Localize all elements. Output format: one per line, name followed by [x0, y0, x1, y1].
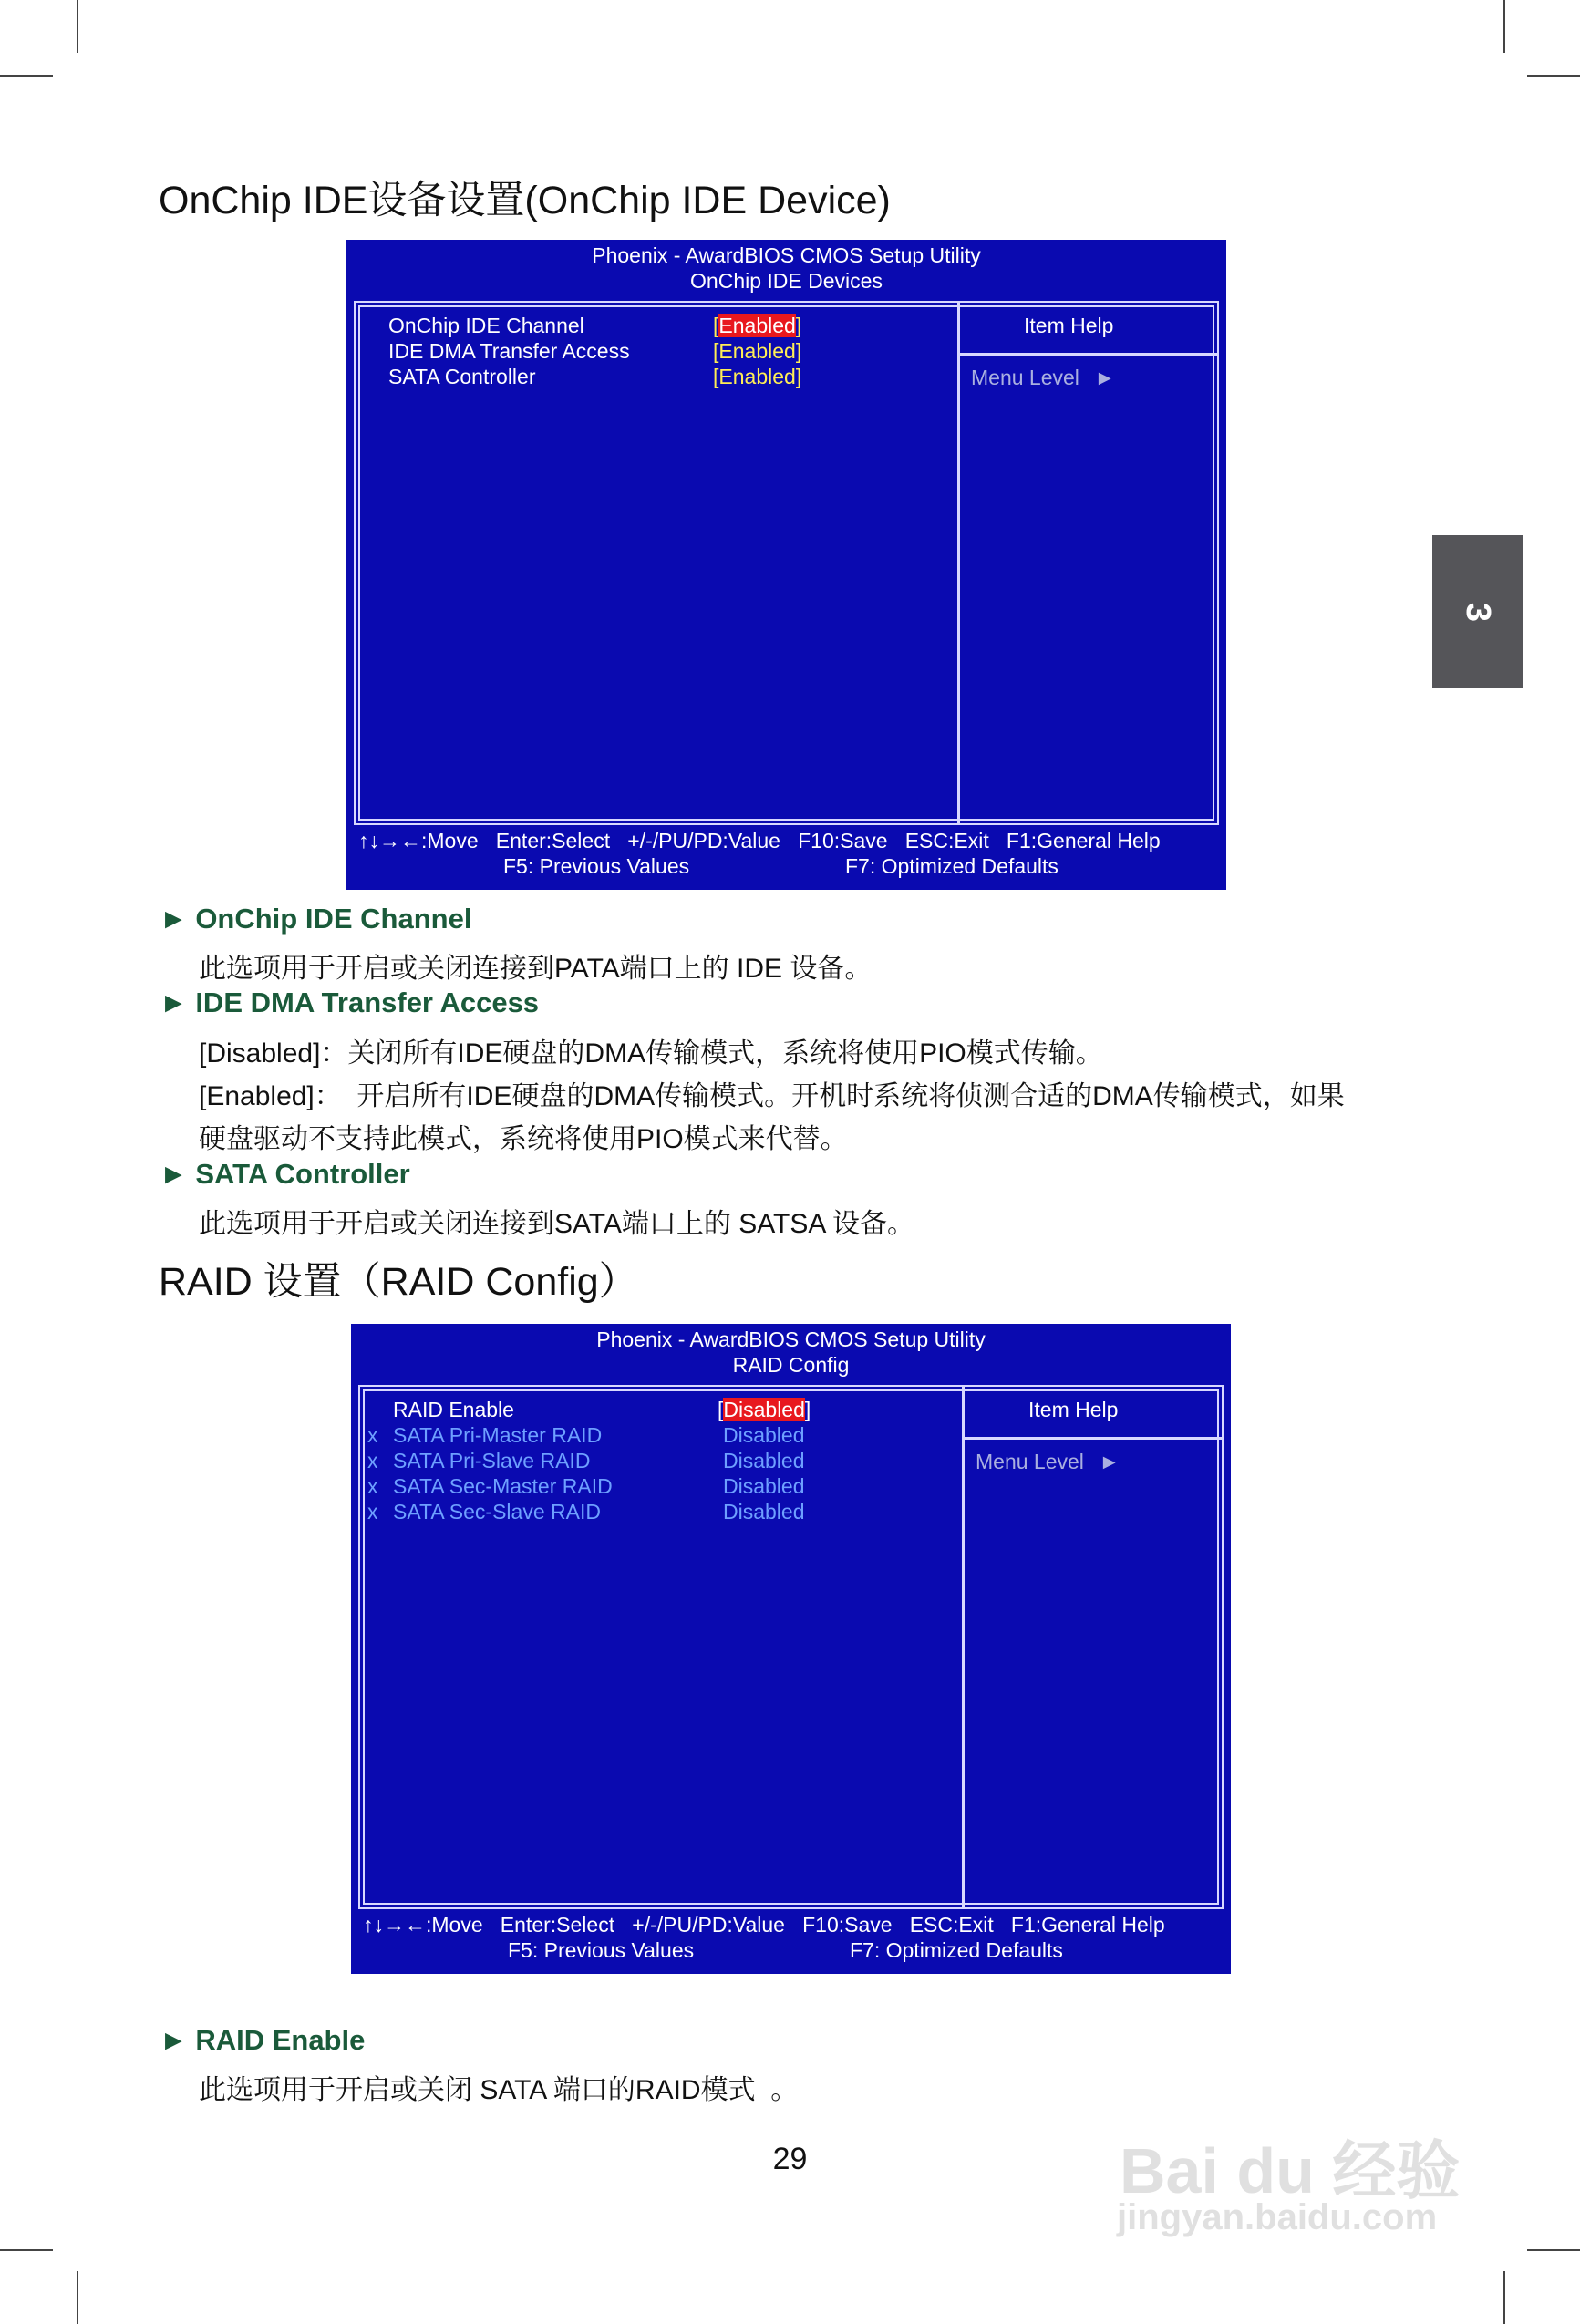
bios-value-raid-enable[interactable]: [Disabled]: [718, 1398, 811, 1421]
desc-text: 此选项用于开启或关闭连接到PATA端口上的 IDE 设备。: [199, 954, 873, 984]
crop-mark: [77, 2271, 78, 2324]
desc-heading-ide-dma: ► IDE DMA Transfer Access: [160, 986, 540, 1018]
bios-item-sata-pri-slave-raid: [367, 1448, 590, 1473]
crop-mark: [1527, 75, 1580, 77]
bios-value-sata-controller[interactable]: [Enabled]: [713, 365, 802, 388]
bios-item-label: RAID Enable: [393, 1398, 514, 1421]
desc-text: 此选项用于开启或关闭连接到SATA端口上的 SATSA 设备。: [199, 1209, 915, 1239]
bios-footer-f5: F5: Previous Values: [503, 854, 690, 878]
bios-title: Phoenix - AwardBIOS CMOS Setup Utility: [596, 1327, 986, 1351]
item-help-title: Item Help: [1024, 314, 1114, 337]
crop-mark: [1503, 2271, 1505, 2324]
bios-frame: [354, 301, 1219, 825]
bullet-triangle-icon: ►: [160, 903, 188, 935]
chapter-tab: 3: [1432, 535, 1523, 688]
bios-item-sata-sec-slave-raid: [367, 1499, 601, 1524]
bios-footer-f5: F5: Previous Values: [508, 1938, 695, 1962]
crop-mark: [0, 75, 53, 77]
bios-header: [346, 240, 1226, 294]
bios-value-onchip-ide-channel[interactable]: [Enabled]: [713, 314, 802, 337]
bios-item-label: SATA Sec-Slave RAID: [393, 1500, 601, 1524]
item-help-separator: [965, 1437, 1222, 1440]
bios-screen-onchip-ide: [346, 240, 1226, 890]
bios-item-sata-sec-master-raid: [367, 1473, 613, 1499]
bios-item-label: SATA Sec-Master RAID: [393, 1474, 613, 1498]
bios-divider: [962, 1387, 965, 1907]
disabled-mark: x: [367, 1500, 378, 1524]
desc-text: 硬盘驱动不支持此模式，系统将使用PIO模式来代替。: [199, 1124, 848, 1154]
disabled-mark: x: [367, 1474, 378, 1498]
desc-heading-onchip-ide-channel: ► OnChip IDE Channel: [160, 903, 472, 935]
bios-value: Enabled: [718, 365, 796, 388]
bios-subtitle: RAID Config: [732, 1353, 850, 1377]
bios-item-label: SATA Controller: [388, 365, 536, 388]
bios-item-raid-enable[interactable]: [393, 1397, 514, 1422]
bios-item-sata-controller[interactable]: [388, 364, 535, 389]
baidu-watermark-logo: Bai du 经验: [1120, 2135, 1461, 2206]
bios-footer-keys: ↑↓→←:Move Enter:Select +/-/PU/PD:Value F10:Save ESC:Exit F1:General Help: [358, 829, 1161, 852]
menu-level: [976, 1449, 1120, 1474]
section-title-onchip-ide: OnChip IDE设备设置(OnChip IDE Device): [159, 179, 891, 222]
bios-footer-f7: F7: Optimized Defaults: [845, 854, 1058, 878]
menu-level-label: Menu Level: [976, 1450, 1084, 1473]
crop-mark: [1503, 0, 1505, 53]
bios-value: Disabled: [723, 1474, 805, 1498]
desc-heading-raid-enable: ► RAID Enable: [160, 2024, 366, 2056]
bios-divider: [957, 303, 960, 823]
bios-value-ide-dma-transfer[interactable]: [Enabled]: [713, 339, 802, 363]
bullet-triangle-icon: ►: [160, 986, 188, 1018]
section-title-raid-config: RAID 设置（RAID Config）: [159, 1260, 638, 1304]
bios-value: Enabled: [718, 339, 796, 363]
selected-value: Enabled: [718, 314, 796, 337]
play-arrow-icon: ►: [1099, 1450, 1120, 1473]
item-help-title: Item Help: [1028, 1398, 1119, 1421]
desc-text: 此选项用于开启或关闭 SATA 端口的RAID模式 。: [199, 2075, 799, 2105]
bios-value: Disabled: [723, 1449, 805, 1472]
bios-footer-keys: ↑↓→←:Move Enter:Select +/-/PU/PD:Value F10:Save ESC:Exit F1:General Help: [363, 1913, 1165, 1937]
disabled-mark: x: [367, 1423, 378, 1447]
page-number: 29: [772, 2142, 808, 2176]
bios-item-sata-pri-master-raid: [367, 1422, 602, 1448]
bios-frame: [358, 1385, 1224, 1909]
bios-value: Disabled: [723, 1500, 805, 1524]
menu-level-label: Menu Level: [971, 366, 1079, 389]
bios-subtitle: OnChip IDE Devices: [690, 269, 883, 293]
play-arrow-icon: ►: [1094, 366, 1116, 389]
disabled-mark: x: [367, 1449, 378, 1472]
bios-screen-raid-config: [351, 1324, 1231, 1974]
desc-text: [Enabled]： 开启所有IDE硬盘的DMA传输模式。开机时系统将侦测合适的DMA传输模式，如果: [199, 1081, 1345, 1111]
bios-header: [351, 1324, 1231, 1378]
bios-item-ide-dma-transfer[interactable]: [388, 338, 630, 364]
desc-text: [Disabled]：关闭所有IDE硬盘的DMA传输模式，系统将使用PIO模式传输。: [199, 1038, 1103, 1069]
desc-heading-sata-controller: ► SATA Controller: [160, 1158, 410, 1190]
bios-title: Phoenix - AwardBIOS CMOS Setup Utility: [592, 243, 981, 267]
bios-item-onchip-ide-channel[interactable]: [388, 313, 584, 338]
bios-item-label: IDE DMA Transfer Access: [388, 339, 630, 363]
selected-value: Disabled: [723, 1398, 805, 1421]
bios-item-label: SATA Pri-Master RAID: [393, 1423, 603, 1447]
bios-footer-f7: F7: Optimized Defaults: [850, 1938, 1063, 1962]
crop-mark: [77, 0, 78, 53]
bios-value: Disabled: [723, 1423, 805, 1447]
crop-mark: [0, 2249, 53, 2251]
bios-item-label: OnChip IDE Channel: [388, 314, 584, 337]
item-help-separator: [960, 353, 1217, 356]
baidu-watermark-url: jingyan.baidu.com: [1117, 2197, 1438, 2237]
crop-mark: [1527, 2249, 1580, 2251]
bios-item-label: SATA Pri-Slave RAID: [393, 1449, 591, 1472]
bullet-triangle-icon: ►: [160, 1158, 188, 1190]
menu-level: [971, 365, 1115, 390]
bullet-triangle-icon: ►: [160, 2024, 188, 2056]
